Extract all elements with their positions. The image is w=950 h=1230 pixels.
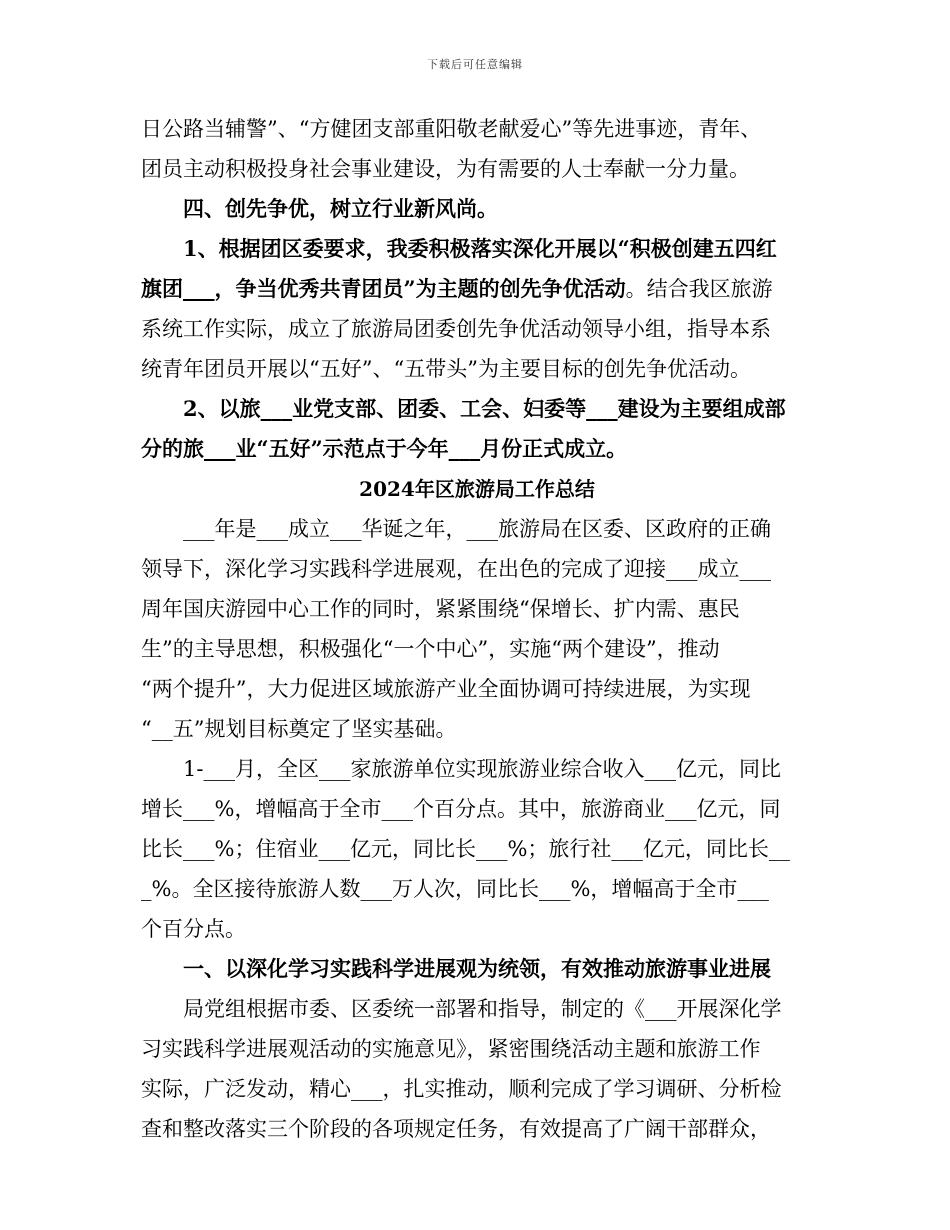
paragraph-line: 个百分点。 — [141, 917, 246, 941]
bold-text: 旗团___，争当优秀共青团员”为主题的创先争优活动 — [141, 276, 626, 301]
section-heading-4: 四、创先争优，树立行业新风尚。 — [141, 196, 498, 221]
paragraph-line: “两个提升”，大力促进区域旅游产业全面协调可持续进展，为实现 — [141, 677, 751, 701]
paragraph-line: 领导下，深化学习实践科学进展观，在出色的完成了迎接___成立___ — [141, 557, 771, 581]
paragraph-line: ___年是___成立___华诞之年，___旅游局在区委、区政府的正确 — [141, 517, 771, 541]
document-body — [141, 109, 813, 1149]
paragraph-line: 团员主动积极投身社会事业建设，为有需要的人士奉献一分力量。 — [141, 157, 750, 181]
paragraph-line: 习实践科学进展观活动的实施意见》，紧密围绕活动主题和旅游工作 — [141, 1037, 761, 1061]
paragraph-line: “__五”规划目标奠定了坚实基础。 — [141, 717, 457, 741]
paragraph-line: _%。全区接待旅游人数___万人次，同比长___%，增幅高于全市___ — [141, 877, 769, 901]
paragraph-line: 日公路当辅警”、“方健团支部重阳敬老献爱心”等先进事迹，青年、 — [141, 117, 762, 141]
paragraph-line: 分的旅___业“五好”示范点于今年___月份正式成立。 — [141, 436, 628, 461]
section-heading-1: 一、以深化学习实践科学进展观为统领，有效推动旅游事业进展 — [141, 956, 771, 981]
normal-text: 。结合我区旅游 — [625, 277, 773, 301]
paragraph-line: 统青年团员开展以“五好”、“五带头”为主要目标的创先争优活动。 — [141, 357, 751, 381]
paragraph-line: 生”的主导思想，积极强化“一个中心”，实施“两个建设”，推动 — [141, 637, 720, 661]
paragraph-line: 1、根据团区委要求，我委积极落实深化开展以“积极创建五四红 — [141, 236, 777, 261]
paragraph-line: 增长___%，增幅高于全市___个百分点。其中，旅游商业___亿元，同 — [141, 797, 781, 821]
document-title: 2024年区旅游局工作总结 — [359, 477, 595, 501]
paragraph-line: 系统工作实际，成立了旅游局团委创先争优活动领导小组，指导本系 — [141, 317, 771, 341]
paragraph-line: 周年国庆游园中心工作的同时，紧紧围绕“保增长、扩内需、惠民 — [141, 597, 740, 621]
paragraph-line: 局党组根据市委、区委统一部署和指导，制定的《___开展深化学 — [141, 997, 782, 1021]
paragraph-line: 比长___%；住宿业___亿元，同比长___%；旅行社___亿元，同比长__ — [141, 837, 790, 861]
paragraph-line-mixed — [141, 269, 813, 309]
paragraph-line: 查和整改落实三个阶段的各项规定任务，有效提高了广阔干部群众， — [141, 1117, 771, 1141]
paragraph-line: 1-___月，全区___家旅游单位实现旅游业综合收入___亿元，同比 — [141, 757, 781, 781]
paragraph-line: 2、以旅___业党支部、团委、工会、妇委等___建设为主要组成部 — [141, 396, 786, 421]
page-header-note: 下载后可任意编辑 — [427, 58, 523, 71]
paragraph-line: 实际，广泛发动，精心___，扎实推动，顺利完成了学习调研、分析检 — [141, 1077, 782, 1101]
